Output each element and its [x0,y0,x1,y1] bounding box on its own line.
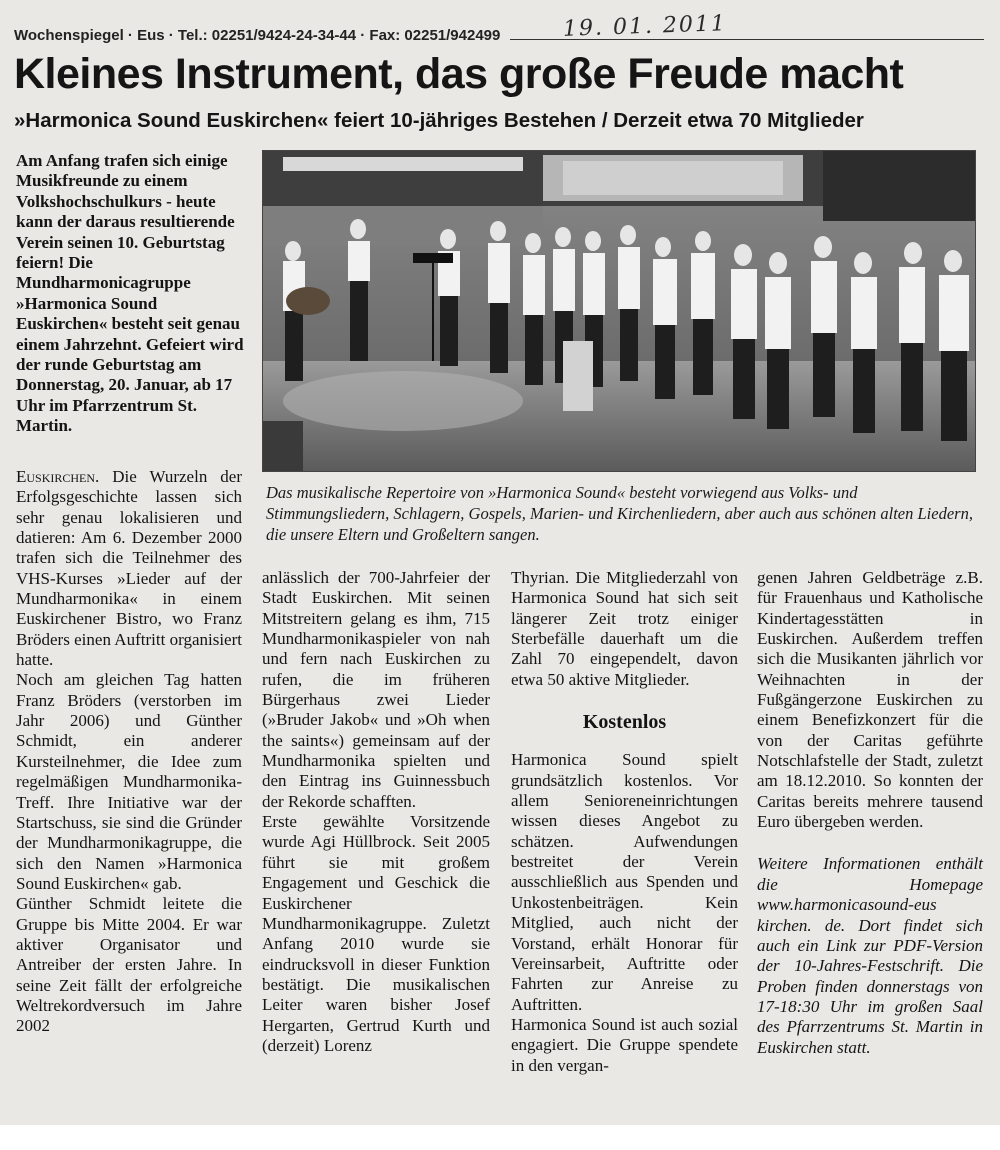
paragraph: Harmonica Sound ist auch sozial engagiert. Die Gruppe spendete in den vergan- [511,1014,738,1075]
subhead-kostenlos: Kostenlos [582,711,667,734]
paragraph-text: Die Wurzeln der Erfolgsgeschichte lassen sich sehr genau lokalisieren und datieren: Am 6. Dezember 2000 trafen sich die Teilnehmer des VHS-Kurses »Lieder auf der Mundharmonika« in einem Euskirchener Bistro, wo Franz Bröders einen Auftritt organisiert hatte. [16,467,242,670]
article-column-2 [262,568,490,1056]
article-column-3 [511,568,738,1076]
paragraph: Noch am gleichen Tag hatten Franz Bröders (verstorben im Jahr 2006) und Günther Schmidt, ein anderer Kursteilnehmer, die Idee zum regelmäßigen Mundharmonika-Treff. Ihre Initiative war der Startschuss, sie sind die Gründer der Mundharmonikagruppe, die sich den Namen »Harmonica Sound Euskirchen« gab. [16,670,242,893]
paragraph: Thyrian. Die Mitgliederzahl von Harmonica Sound hat sich seit längerer Zeit trotz einiger Sterbefälle dauerhaft um die Zahl 70 eingependelt, davon etwa 50 aktive Mitglieder. [511,568,738,689]
paper-edge [0,1125,1000,1150]
article-column-1 [16,467,242,1037]
masthead-text: Wochenspiegel · Eus · Tel.: 02251/9424-24-34-44 · Fax: 02251/942499 [14,27,501,44]
masthead [14,22,984,44]
group-photo [262,150,976,472]
photo-caption: Das musikalische Repertoire von »Harmonica Sound« besteht vorwiegend aus Volks- und Stimmungsliedern, Schlagern, Gospels, Marien- und Kirchenliedern, aber auch aus schönen alten Liedern, die unsere Eltern und Großeltern sangen. [266,483,973,544]
paragraph: genen Jahren Geldbeträge z.B. für Frauenhaus und Katholische Kindertagesstätten in Euskirchen. Außerdem treffen sich die Musikanten jährlich vor Weihnachten in der Fußgängerzone Euskirchen zu einem Benefizkonzert für die von der Caritas geführte Notschlafstelle der Stadt, zuletzt am 18.12.2010. So konnten der Caritas bereits mehrere tausend Euro übergeben werden. [757,568,983,832]
subheadline: »Harmonica Sound Euskirchen« feiert 10-jähriges Bestehen / Derzeit etwa 70 Mitglieder [14,109,864,132]
info-box: Weitere Informationen enthält die Homepage www.harmonicasound-eus kirchen. de. Dort findet sich auch ein Link zur PDF-Version der 10-Jahres-Festschrift. Die Proben finden donnerstags von 17-18:30 Uhr im großen Saal des Pfarrzentrums St. Martin in Euskirchen statt. [757,854,983,1057]
paragraph: Günther Schmidt leitete die Gruppe bis Mitte 2004. Er war aktiver Organisator und Antreiber der ersten Jahre. In seine Zeit fällt der erfolgreiche Weltrekordversuch im Jahre 2002 [16,894,242,1036]
paragraph [16,467,242,670]
paragraph: Erste gewählte Vorsitzende wurde Agi Hüllbrock. Seit 2005 führt sie mit großem Engagement und Geschick die Euskirchener Mundharmonikagruppe. Zuletzt Anfang 2010 wurde sie eindrucksvoll in dieser Funktion bestätigt. Die musikalischen Leiter waren bisher Josef Hergarten, Gertrud Kurth und (derzeit) Lorenz [262,812,490,1055]
handwritten-date: 19. 01. 2011 [562,11,728,42]
group-photo-illustration [263,151,976,472]
paragraph: Harmonica Sound spielt grundsätzlich kostenlos. Vor allem Senioreneinrichtungen wissen dieses Angebot zu schätzen. Aufwendungen bestreitet der Verein ausschließlich aus Spenden und Unkostenbeiträgen. Kein Mitglied, auch nicht der Vorstand, erhält Honorar für Vereinsarbeit, Auftritte oder Fahrten zur Anreise zu Auftritten. [511,750,738,1014]
headline: Kleines Instrument, das große Freude macht [14,50,904,98]
lead-paragraph: Am Anfang trafen sich einige Musikfreunde zu einem Volkshochschulkurs - heute kann der daraus resultierende Verein seinen 10. Geburtstag feiern! Die Mundharmonicagruppe »Harmonica Sound Euskirchen« besteht seit genau einem Jahrzehnt. Gefeiert wird der runde Geburtstag am Donnerstag, 20. Januar, ab 17 Uhr im Pfarrzentrum St. Martin. [16,151,244,436]
dateline: Euskirchen. [16,467,100,486]
article-column-4 [757,568,983,1058]
paragraph: anlässlich der 700-Jahrfeier der Stadt Euskirchen. Mit seinen Mitstreitern gelang es ihm, 715 Mundharmonikaspieler von nah und fern nach Euskirchen zu rufen, die im früheren Bürgerhaus zwei Lieder (»Bruder Jakob« und »Oh when the saints«) gemeinsam auf der Mundharmonika spielten und den Eintrag ins Guinnessbuch der Rekorde schafften. [262,568,490,811]
